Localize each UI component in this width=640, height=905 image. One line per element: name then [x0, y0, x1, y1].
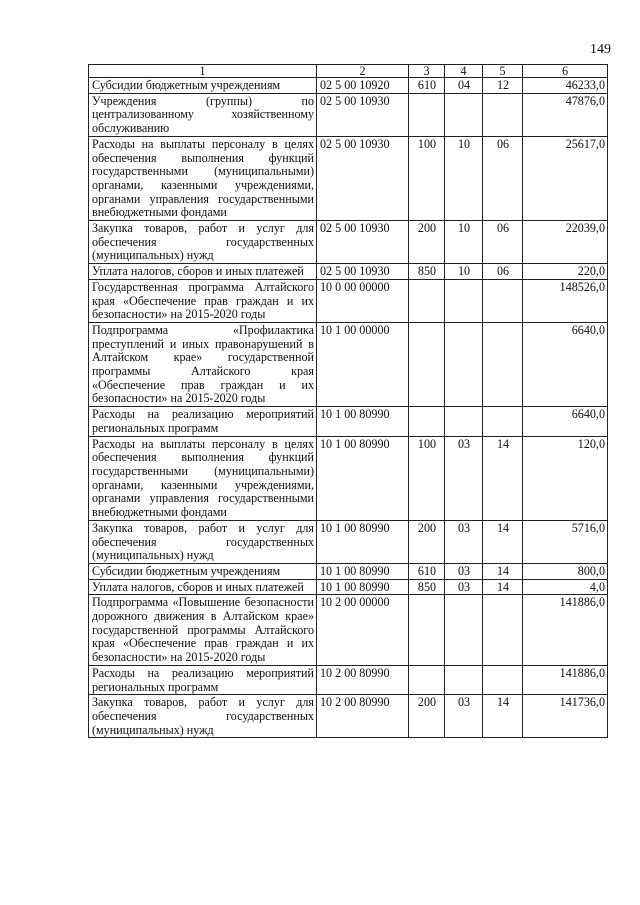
header-cell: 2: [317, 65, 409, 78]
row-col4-cell: [445, 93, 483, 136]
row-code-cell: 10 0 00 00000: [317, 279, 409, 322]
row-col4-cell: 03: [445, 579, 483, 595]
row-col3-cell: [409, 279, 445, 322]
header-cell: 6: [523, 65, 608, 78]
row-col4-cell: [445, 595, 483, 666]
row-col3-cell: 850: [409, 579, 445, 595]
table-header-row: [89, 65, 608, 78]
row-col4-cell: [445, 279, 483, 322]
row-amount-cell: 25617,0: [523, 136, 608, 220]
table-row: [89, 264, 608, 280]
row-name-cell: Субсидии бюджетным учреждениям: [89, 78, 317, 94]
row-amount-cell: 46233,0: [523, 78, 608, 94]
row-col5-cell: 14: [483, 563, 523, 579]
row-col4-cell: [445, 322, 483, 406]
table-row: [89, 520, 608, 563]
row-col5-cell: 12: [483, 78, 523, 94]
budget-table-body: [89, 65, 608, 738]
table-row: [89, 695, 608, 738]
row-code-cell: 10 1 00 80990: [317, 520, 409, 563]
row-amount-cell: 800,0: [523, 563, 608, 579]
row-col3-cell: 200: [409, 221, 445, 264]
table-row: [89, 665, 608, 694]
row-col5-cell: [483, 665, 523, 694]
row-col5-cell: 06: [483, 264, 523, 280]
row-amount-cell: 148526,0: [523, 279, 608, 322]
row-amount-cell: 5716,0: [523, 520, 608, 563]
row-col5-cell: [483, 322, 523, 406]
table-row: [89, 279, 608, 322]
row-col4-cell: 10: [445, 221, 483, 264]
row-col5-cell: 06: [483, 221, 523, 264]
table-row: [89, 322, 608, 406]
row-code-cell: 10 2 00 00000: [317, 595, 409, 666]
table-row: [89, 407, 608, 436]
row-col3-cell: 610: [409, 78, 445, 94]
header-cell: 3: [409, 65, 445, 78]
row-amount-cell: 141736,0: [523, 695, 608, 738]
row-name-cell: Подпрограмма «Повышение безопасности дорожного движения в Алтайском крае» государственной программы Алтайского края «Обеспечение прав граждан и их безопасности» на 2015-2020 годы: [89, 595, 317, 666]
table-row: [89, 221, 608, 264]
table-row: [89, 436, 608, 520]
row-col4-cell: 03: [445, 520, 483, 563]
row-amount-cell: 22039,0: [523, 221, 608, 264]
row-col4-cell: [445, 665, 483, 694]
row-amount-cell: 47876,0: [523, 93, 608, 136]
row-amount-cell: 220,0: [523, 264, 608, 280]
row-col5-cell: 14: [483, 520, 523, 563]
row-amount-cell: 141886,0: [523, 665, 608, 694]
row-name-cell: Учреждения (группы) по централизованному хозяйственному обслуживанию: [89, 93, 317, 136]
row-name-cell: Закупка товаров, работ и услуг для обеспечения государственных (муниципальных) нужд: [89, 221, 317, 264]
row-amount-cell: 4,0: [523, 579, 608, 595]
row-col5-cell: 14: [483, 436, 523, 520]
row-col4-cell: 03: [445, 695, 483, 738]
row-name-cell: Расходы на реализацию мероприятий региональных программ: [89, 665, 317, 694]
row-col5-cell: [483, 595, 523, 666]
row-code-cell: 02 5 00 10930: [317, 93, 409, 136]
header-cell: 5: [483, 65, 523, 78]
header-cell: 4: [445, 65, 483, 78]
row-amount-cell: 120,0: [523, 436, 608, 520]
row-amount-cell: 141886,0: [523, 595, 608, 666]
table-row: [89, 595, 608, 666]
row-col3-cell: [409, 322, 445, 406]
table-row: [89, 136, 608, 220]
row-col3-cell: [409, 595, 445, 666]
row-code-cell: 10 2 00 80990: [317, 665, 409, 694]
row-col3-cell: 100: [409, 136, 445, 220]
table-row: [89, 563, 608, 579]
row-col3-cell: 200: [409, 695, 445, 738]
table-row: [89, 78, 608, 94]
row-code-cell: 10 1 00 80990: [317, 579, 409, 595]
row-col4-cell: 03: [445, 436, 483, 520]
row-code-cell: 10 2 00 80990: [317, 695, 409, 738]
row-col3-cell: 610: [409, 563, 445, 579]
row-code-cell: 10 1 00 80990: [317, 407, 409, 436]
row-col3-cell: [409, 665, 445, 694]
row-col3-cell: [409, 93, 445, 136]
row-name-cell: Закупка товаров, работ и услуг для обеспечения государственных (муниципальных) нужд: [89, 695, 317, 738]
row-code-cell: 02 5 00 10930: [317, 221, 409, 264]
row-col3-cell: 100: [409, 436, 445, 520]
row-code-cell: 02 5 00 10930: [317, 264, 409, 280]
row-col5-cell: [483, 407, 523, 436]
row-code-cell: 10 1 00 80990: [317, 563, 409, 579]
page-number: 149: [590, 42, 611, 57]
row-amount-cell: 6640,0: [523, 322, 608, 406]
row-code-cell: 02 5 00 10920: [317, 78, 409, 94]
row-code-cell: 10 1 00 00000: [317, 322, 409, 406]
header-cell: 1: [89, 65, 317, 78]
table-row: [89, 579, 608, 595]
row-col4-cell: 04: [445, 78, 483, 94]
row-col3-cell: 200: [409, 520, 445, 563]
row-col3-cell: [409, 407, 445, 436]
row-name-cell: Субсидии бюджетным учреждениям: [89, 563, 317, 579]
row-name-cell: Расходы на выплаты персоналу в целях обеспечения выполнения функций государственными (муниципальными) органами, казенными учреждениями, органами управления государственными внебюджетными фондами: [89, 436, 317, 520]
row-col4-cell: [445, 407, 483, 436]
row-col4-cell: 10: [445, 136, 483, 220]
row-col3-cell: 850: [409, 264, 445, 280]
row-code-cell: 10 1 00 80990: [317, 436, 409, 520]
row-col5-cell: [483, 93, 523, 136]
row-col5-cell: [483, 279, 523, 322]
row-code-cell: 02 5 00 10930: [317, 136, 409, 220]
row-col5-cell: 06: [483, 136, 523, 220]
row-name-cell: Закупка товаров, работ и услуг для обеспечения государственных (муниципальных) нужд: [89, 520, 317, 563]
row-col4-cell: 03: [445, 563, 483, 579]
row-col4-cell: 10: [445, 264, 483, 280]
row-col5-cell: 14: [483, 695, 523, 738]
row-col5-cell: 14: [483, 579, 523, 595]
row-name-cell: Уплата налогов, сборов и иных платежей: [89, 264, 317, 280]
row-name-cell: Расходы на выплаты персоналу в целях обеспечения выполнения функций государственными (муниципальными) органами, казенными учреждениями, органами управления государственными внебюджетными фондами: [89, 136, 317, 220]
budget-table: [88, 64, 608, 738]
row-name-cell: Подпрограмма «Профилактика преступлений и иных правонарушений в Алтайском крае» государственной программы Алтайского края «Обеспечение прав граждан и их безопасности» на 2015-2020 годы: [89, 322, 317, 406]
row-name-cell: Уплата налогов, сборов и иных платежей: [89, 579, 317, 595]
row-amount-cell: 6640,0: [523, 407, 608, 436]
row-name-cell: Расходы на реализацию мероприятий региональных программ: [89, 407, 317, 436]
row-name-cell: Государственная программа Алтайского края «Обеспечение прав граждан и их безопасности» на 2015-2020 годы: [89, 279, 317, 322]
table-row: [89, 93, 608, 136]
